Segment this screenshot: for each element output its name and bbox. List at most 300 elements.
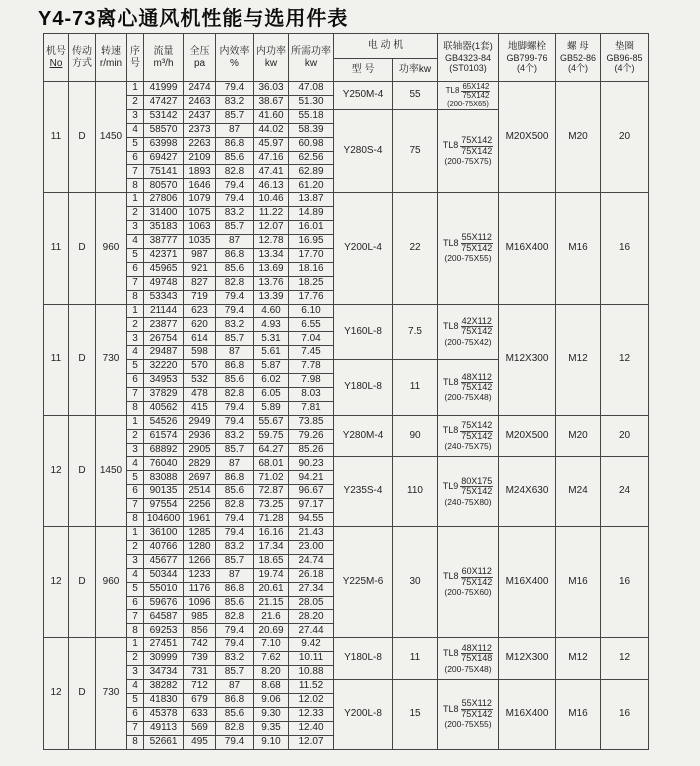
efficiency-cell: 83.2 <box>216 652 254 666</box>
col-header-drive-mode: 传动 方式 <box>69 34 96 82</box>
flow-cell: 90135 <box>144 485 184 499</box>
internal-power-cell: 13.39 <box>254 290 289 304</box>
internal-power-cell: 44.02 <box>254 123 289 137</box>
motor-power-cell: 110 <box>393 457 438 527</box>
pressure-cell: 2949 <box>184 415 216 429</box>
table-row <box>44 638 649 652</box>
seq-cell: 8 <box>127 290 144 304</box>
motor-model-cell: Y280S-4 <box>334 109 393 192</box>
washer-cell: 20 <box>601 82 649 193</box>
seq-cell: 2 <box>127 540 144 554</box>
motor-power-cell: 11 <box>393 360 438 416</box>
speed-cell: 1450 <box>96 415 127 526</box>
internal-power-cell: 47.16 <box>254 151 289 165</box>
coupling-cell <box>438 415 499 457</box>
col-header-motor: 电 动 机 <box>334 34 438 59</box>
required-power-cell: 14.89 <box>289 207 334 221</box>
pressure-cell: 1280 <box>184 540 216 554</box>
required-power-cell: 6.55 <box>289 318 334 332</box>
required-power-cell: 12.02 <box>289 693 334 707</box>
pressure-cell: 415 <box>184 401 216 415</box>
washer-cell: 12 <box>601 638 649 680</box>
flow-cell: 29487 <box>144 346 184 360</box>
internal-power-cell: 41.60 <box>254 109 289 123</box>
pressure-cell: 2697 <box>184 471 216 485</box>
pressure-cell: 985 <box>184 610 216 624</box>
pressure-cell: 2373 <box>184 123 216 137</box>
coupling-spec: TL8 $\frac{55X112}{75X142}$ (200-75X55) <box>443 232 493 264</box>
required-power-cell: 7.04 <box>289 332 334 346</box>
drive-mode-cell: D <box>69 527 96 638</box>
seq-cell: 8 <box>127 735 144 749</box>
pressure-cell: 1285 <box>184 527 216 541</box>
seq-cell: 2 <box>127 429 144 443</box>
flow-cell: 32220 <box>144 360 184 374</box>
machine-no-cell: 12 <box>44 527 69 638</box>
internal-power-cell: 12.07 <box>254 221 289 235</box>
internal-power-cell: 4.60 <box>254 304 289 318</box>
drive-mode-cell: D <box>69 415 96 526</box>
anchor-bolt-cell: M16X400 <box>499 527 556 638</box>
pressure-cell: 2829 <box>184 457 216 471</box>
flow-cell: 64587 <box>144 610 184 624</box>
flow-cell: 45677 <box>144 554 184 568</box>
pressure-cell: 1035 <box>184 234 216 248</box>
pressure-cell: 679 <box>184 693 216 707</box>
drive-mode-cell: D <box>69 82 96 193</box>
flow-cell: 45378 <box>144 707 184 721</box>
nut-cell: M20 <box>556 82 601 193</box>
speed-cell: 730 <box>96 638 127 749</box>
pressure-cell: 2905 <box>184 443 216 457</box>
seq-cell: 2 <box>127 652 144 666</box>
required-power-cell: 27.44 <box>289 624 334 638</box>
efficiency-cell: 87 <box>216 234 254 248</box>
coupling-cell <box>438 82 499 110</box>
internal-power-cell: 9.30 <box>254 707 289 721</box>
seq-cell: 6 <box>127 374 144 388</box>
seq-cell: 4 <box>127 679 144 693</box>
internal-power-cell: 19.74 <box>254 568 289 582</box>
internal-power-cell: 59.75 <box>254 429 289 443</box>
efficiency-cell: 87 <box>216 457 254 471</box>
pressure-cell: 2109 <box>184 151 216 165</box>
motor-power-cell: 15 <box>393 679 438 749</box>
col-header-washer: 垫圈 GB96-85 (4个) <box>601 34 649 82</box>
internal-power-cell: 17.34 <box>254 540 289 554</box>
flow-cell: 75141 <box>144 165 184 179</box>
anchor-bolt-cell: M20X500 <box>499 82 556 193</box>
required-power-cell: 12.33 <box>289 707 334 721</box>
internal-power-cell: 21.15 <box>254 596 289 610</box>
flow-cell: 41830 <box>144 693 184 707</box>
seq-cell: 5 <box>127 582 144 596</box>
required-power-cell: 10.11 <box>289 652 334 666</box>
coupling-cell <box>438 527 499 638</box>
required-power-cell: 7.81 <box>289 401 334 415</box>
motor-model-cell: Y225M-6 <box>334 527 393 638</box>
efficiency-cell: 79.4 <box>216 290 254 304</box>
internal-power-cell: 13.34 <box>254 248 289 262</box>
seq-cell: 3 <box>127 221 144 235</box>
flow-cell: 59676 <box>144 596 184 610</box>
flow-cell: 55010 <box>144 582 184 596</box>
coupling-cell <box>438 304 499 360</box>
flow-cell: 47427 <box>144 95 184 109</box>
pressure-cell: 1233 <box>184 568 216 582</box>
required-power-cell: 7.45 <box>289 346 334 360</box>
flow-cell: 26754 <box>144 332 184 346</box>
coupling-cell <box>438 109 499 192</box>
seq-cell: 4 <box>127 234 144 248</box>
anchor-bolt-cell: M24X630 <box>499 457 556 527</box>
table-row <box>44 304 649 318</box>
pressure-cell: 2263 <box>184 137 216 151</box>
flow-cell: 30999 <box>144 652 184 666</box>
required-power-cell: 47.08 <box>289 82 334 96</box>
nut-cell: M24 <box>556 457 601 527</box>
internal-power-cell: 10.46 <box>254 193 289 207</box>
efficiency-cell: 79.4 <box>216 638 254 652</box>
motor-model-cell: Y280M-4 <box>334 415 393 457</box>
required-power-cell: 23.00 <box>289 540 334 554</box>
flow-cell: 97554 <box>144 499 184 513</box>
seq-cell: 7 <box>127 610 144 624</box>
efficiency-cell: 83.2 <box>216 540 254 554</box>
efficiency-cell: 79.4 <box>216 401 254 415</box>
internal-power-cell: 68.01 <box>254 457 289 471</box>
seq-cell: 1 <box>127 193 144 207</box>
flow-cell: 37829 <box>144 387 184 401</box>
motor-power-cell: 22 <box>393 193 438 304</box>
efficiency-cell: 86.8 <box>216 693 254 707</box>
seq-cell: 1 <box>127 638 144 652</box>
motor-model-cell: Y200L-8 <box>334 679 393 749</box>
pressure-cell: 1266 <box>184 554 216 568</box>
flow-cell: 27806 <box>144 193 184 207</box>
required-power-cell: 26.18 <box>289 568 334 582</box>
internal-power-cell: 9.10 <box>254 735 289 749</box>
flow-cell: 104600 <box>144 513 184 527</box>
seq-cell: 3 <box>127 332 144 346</box>
coupling-spec: TL8 $\frac{48X112}{75X148}$ (200-75X48) <box>443 642 493 674</box>
pressure-cell: 827 <box>184 276 216 290</box>
drive-mode-cell: D <box>69 304 96 415</box>
seq-cell: 5 <box>127 360 144 374</box>
internal-power-cell: 36.03 <box>254 82 289 96</box>
efficiency-cell: 79.4 <box>216 193 254 207</box>
seq-cell: 1 <box>127 304 144 318</box>
flow-cell: 68892 <box>144 443 184 457</box>
flow-cell: 35183 <box>144 221 184 235</box>
required-power-cell: 16.95 <box>289 234 334 248</box>
pressure-cell: 1961 <box>184 513 216 527</box>
internal-power-cell: 16.16 <box>254 527 289 541</box>
efficiency-cell: 85.7 <box>216 109 254 123</box>
col-header-machine-no: 机号 No <box>44 34 69 82</box>
col-header-nut: 螺 母 GB52-86 (4个) <box>556 34 601 82</box>
efficiency-cell: 82.8 <box>216 499 254 513</box>
coupling-spec: TL8 $\frac{60X112}{75X142}$ (200-75X60) <box>443 566 493 598</box>
flow-cell: 31400 <box>144 207 184 221</box>
pressure-cell: 2514 <box>184 485 216 499</box>
drive-mode-cell: D <box>69 638 96 749</box>
seq-cell: 6 <box>127 485 144 499</box>
required-power-cell: 97.17 <box>289 499 334 513</box>
flow-cell: 52661 <box>144 735 184 749</box>
internal-power-cell: 38.67 <box>254 95 289 109</box>
efficiency-cell: 79.4 <box>216 513 254 527</box>
internal-power-cell: 9.35 <box>254 721 289 735</box>
coupling-cell <box>438 360 499 416</box>
motor-model-cell: Y250M-4 <box>334 82 393 110</box>
flow-cell: 27451 <box>144 638 184 652</box>
efficiency-cell: 86.8 <box>216 582 254 596</box>
seq-cell: 3 <box>127 109 144 123</box>
col-header-coupling: 联轴器(1套) GB4323-84 (ST0103) <box>438 34 499 82</box>
efficiency-cell: 85.7 <box>216 332 254 346</box>
efficiency-cell: 79.4 <box>216 624 254 638</box>
seq-cell: 6 <box>127 596 144 610</box>
internal-power-cell: 11.22 <box>254 207 289 221</box>
pressure-cell: 495 <box>184 735 216 749</box>
col-header-pressure: 全压 pa <box>184 34 216 82</box>
internal-power-cell: 8.20 <box>254 666 289 680</box>
seq-cell: 3 <box>127 443 144 457</box>
machine-no-cell: 12 <box>44 638 69 749</box>
seq-cell: 4 <box>127 123 144 137</box>
efficiency-cell: 85.6 <box>216 596 254 610</box>
seq-cell: 5 <box>127 137 144 151</box>
efficiency-cell: 83.2 <box>216 207 254 221</box>
coupling-cell <box>438 457 499 527</box>
required-power-cell: 62.89 <box>289 165 334 179</box>
motor-model-cell: Y200L-4 <box>334 193 393 304</box>
efficiency-cell: 79.4 <box>216 179 254 193</box>
motor-power-cell: 75 <box>393 109 438 192</box>
washer-cell: 24 <box>601 457 649 527</box>
internal-power-cell: 45.97 <box>254 137 289 151</box>
flow-cell: 69253 <box>144 624 184 638</box>
coupling-spec: TL8 $\frac{75X142}{75X142}$ (240-75X75) <box>442 420 493 452</box>
pressure-cell: 719 <box>184 290 216 304</box>
table-row <box>44 193 649 207</box>
washer-cell: 16 <box>601 527 649 638</box>
pressure-cell: 739 <box>184 652 216 666</box>
efficiency-cell: 79.4 <box>216 527 254 541</box>
coupling-spec: TL8 $\frac{48X112}{75X142}$ (200-75X48) <box>443 371 493 403</box>
motor-power-cell: 30 <box>393 527 438 638</box>
efficiency-cell: 85.6 <box>216 374 254 388</box>
required-power-cell: 11.52 <box>289 679 334 693</box>
internal-power-cell: 8.68 <box>254 679 289 693</box>
efficiency-cell: 85.6 <box>216 707 254 721</box>
required-power-cell: 7.98 <box>289 374 334 388</box>
required-power-cell: 12.40 <box>289 721 334 735</box>
internal-power-cell: 5.61 <box>254 346 289 360</box>
col-header-speed: 转速 r/min <box>96 34 127 82</box>
efficiency-cell: 85.7 <box>216 666 254 680</box>
col-header-motor-power: 功率kw <box>393 59 438 82</box>
coupling-cell <box>438 638 499 680</box>
drive-mode-cell: D <box>69 193 96 304</box>
seq-cell: 5 <box>127 248 144 262</box>
required-power-cell: 18.25 <box>289 276 334 290</box>
required-power-cell: 58.39 <box>289 123 334 137</box>
washer-cell: 20 <box>601 415 649 457</box>
seq-cell: 8 <box>127 513 144 527</box>
required-power-cell: 55.18 <box>289 109 334 123</box>
internal-power-cell: 13.76 <box>254 276 289 290</box>
coupling-spec: TL9 $\frac{80X175}{75X142}$ (240-75X80) <box>442 475 493 507</box>
required-power-cell: 13.87 <box>289 193 334 207</box>
anchor-bolt-cell: M16X400 <box>499 679 556 749</box>
required-power-cell: 51.30 <box>289 95 334 109</box>
internal-power-cell: 5.31 <box>254 332 289 346</box>
required-power-cell: 16.01 <box>289 221 334 235</box>
flow-cell: 40766 <box>144 540 184 554</box>
pressure-cell: 1646 <box>184 179 216 193</box>
motor-power-cell: 55 <box>393 82 438 110</box>
efficiency-cell: 87 <box>216 346 254 360</box>
col-header-flow: 流量 m³/h <box>144 34 184 82</box>
col-header-seq: 序 号 <box>127 34 144 82</box>
speed-cell: 960 <box>96 193 127 304</box>
table-row <box>44 457 649 471</box>
internal-power-cell: 4.93 <box>254 318 289 332</box>
page-title: Y4-73离心通风机性能与选用件表 <box>38 8 349 30</box>
flow-cell: 58570 <box>144 123 184 137</box>
seq-cell: 7 <box>127 165 144 179</box>
motor-model-cell: Y235S-4 <box>334 457 393 527</box>
anchor-bolt-cell: M20X500 <box>499 415 556 457</box>
fan-spec-table <box>43 33 649 750</box>
motor-model-cell: Y180L-8 <box>334 638 393 680</box>
flow-cell: 40562 <box>144 401 184 415</box>
pressure-cell: 1893 <box>184 165 216 179</box>
internal-power-cell: 72.87 <box>254 485 289 499</box>
efficiency-cell: 87 <box>216 679 254 693</box>
efficiency-cell: 82.8 <box>216 610 254 624</box>
seq-cell: 8 <box>127 179 144 193</box>
washer-cell: 16 <box>601 193 649 304</box>
seq-cell: 6 <box>127 262 144 276</box>
pressure-cell: 569 <box>184 721 216 735</box>
pressure-cell: 921 <box>184 262 216 276</box>
seq-cell: 2 <box>127 95 144 109</box>
washer-cell: 12 <box>601 304 649 415</box>
nut-cell: M16 <box>556 193 601 304</box>
table-row <box>44 527 649 541</box>
pressure-cell: 856 <box>184 624 216 638</box>
required-power-cell: 94.55 <box>289 513 334 527</box>
required-power-cell: 94.21 <box>289 471 334 485</box>
coupling-cell <box>438 193 499 304</box>
required-power-cell: 21.43 <box>289 527 334 541</box>
internal-power-cell: 71.28 <box>254 513 289 527</box>
anchor-bolt-cell: M12X300 <box>499 638 556 680</box>
internal-power-cell: 6.05 <box>254 387 289 401</box>
coupling-spec: TL8 $\frac{65X142}{75X142}$ (200-75X65) <box>445 81 490 109</box>
required-power-cell: 90.23 <box>289 457 334 471</box>
speed-cell: 1450 <box>96 82 127 193</box>
nut-cell: M20 <box>556 415 601 457</box>
efficiency-cell: 85.7 <box>216 443 254 457</box>
pressure-cell: 742 <box>184 638 216 652</box>
flow-cell: 69427 <box>144 151 184 165</box>
anchor-bolt-cell: M12X300 <box>499 304 556 415</box>
table-row <box>44 82 649 96</box>
col-header-anchor-bolt: 地脚螺栓 GB799-76 (4个) <box>499 34 556 82</box>
seq-cell: 4 <box>127 568 144 582</box>
seq-cell: 8 <box>127 624 144 638</box>
seq-cell: 3 <box>127 666 144 680</box>
pressure-cell: 478 <box>184 387 216 401</box>
internal-power-cell: 6.02 <box>254 374 289 388</box>
required-power-cell: 7.78 <box>289 360 334 374</box>
efficiency-cell: 83.2 <box>216 318 254 332</box>
col-header-required-power: 所需功率 kw <box>289 34 334 82</box>
efficiency-cell: 85.6 <box>216 151 254 165</box>
coupling-spec: TL8 $\frac{55X112}{75X142}$ (200-75X55) <box>443 698 493 730</box>
coupling-spec: TL8 $\frac{75X142}{75X142}$ (200-75X75) <box>442 135 493 166</box>
efficiency-cell: 85.7 <box>216 554 254 568</box>
flow-cell: 54526 <box>144 415 184 429</box>
efficiency-cell: 79.4 <box>216 415 254 429</box>
efficiency-cell: 85.7 <box>216 221 254 235</box>
seq-cell: 5 <box>127 693 144 707</box>
flow-cell: 61574 <box>144 429 184 443</box>
efficiency-cell: 87 <box>216 123 254 137</box>
internal-power-cell: 55.67 <box>254 415 289 429</box>
required-power-cell: 10.88 <box>289 666 334 680</box>
pressure-cell: 2437 <box>184 109 216 123</box>
efficiency-cell: 82.8 <box>216 165 254 179</box>
pressure-cell: 623 <box>184 304 216 318</box>
nut-cell: M12 <box>556 304 601 415</box>
efficiency-cell: 79.4 <box>216 735 254 749</box>
speed-cell: 730 <box>96 304 127 415</box>
flow-cell: 21144 <box>144 304 184 318</box>
table-row <box>44 679 649 693</box>
col-header-internal-power: 内功率 kw <box>254 34 289 82</box>
seq-cell: 4 <box>127 457 144 471</box>
required-power-cell: 24.74 <box>289 554 334 568</box>
seq-cell: 2 <box>127 207 144 221</box>
required-power-cell: 17.70 <box>289 248 334 262</box>
flow-cell: 38282 <box>144 679 184 693</box>
col-header-motor-model: 型 号 <box>334 59 393 82</box>
flow-cell: 42371 <box>144 248 184 262</box>
internal-power-cell: 73.25 <box>254 499 289 513</box>
internal-power-cell: 12.78 <box>254 234 289 248</box>
required-power-cell: 62.56 <box>289 151 334 165</box>
machine-no-cell: 12 <box>44 415 69 526</box>
efficiency-cell: 85.6 <box>216 485 254 499</box>
coupling-spec: TL8 $\frac{42X112}{75X142}$ (200-75X42) <box>443 315 493 347</box>
flow-cell: 45965 <box>144 262 184 276</box>
pressure-cell: 987 <box>184 248 216 262</box>
efficiency-cell: 82.8 <box>216 276 254 290</box>
flow-cell: 34734 <box>144 666 184 680</box>
motor-power-cell: 11 <box>393 638 438 680</box>
table-row <box>44 415 649 429</box>
motor-power-cell: 7.5 <box>393 304 438 360</box>
internal-power-cell: 20.61 <box>254 582 289 596</box>
flow-cell: 23877 <box>144 318 184 332</box>
pressure-cell: 712 <box>184 679 216 693</box>
coupling-cell <box>438 679 499 749</box>
